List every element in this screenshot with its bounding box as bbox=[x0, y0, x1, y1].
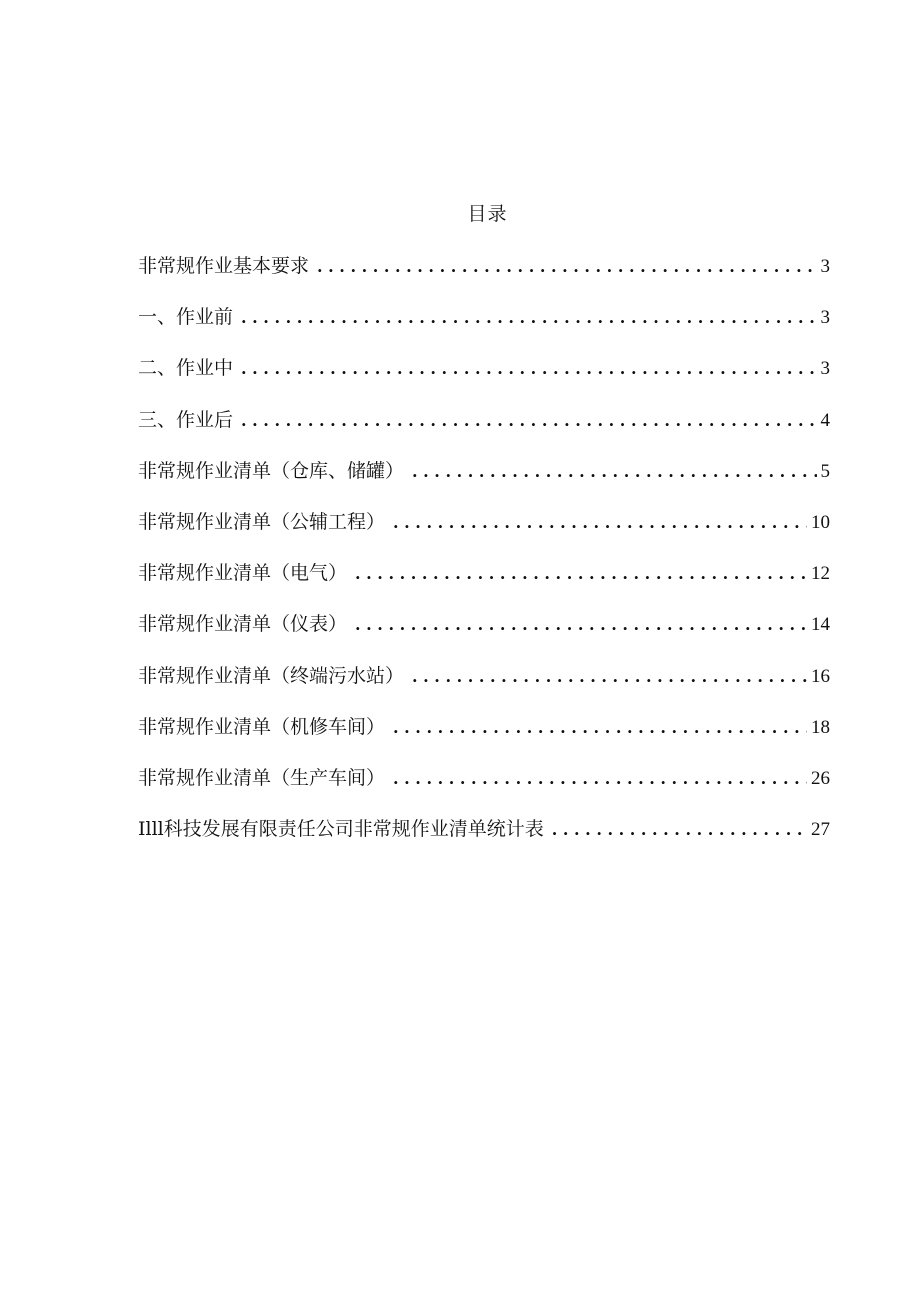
toc-dot-leader bbox=[355, 558, 807, 590]
toc-entry-label: 一、作业前 bbox=[138, 306, 234, 329]
toc-entry[interactable] bbox=[138, 762, 830, 813]
toc-entry-label: 非常规作业清单（机修车间） bbox=[138, 715, 386, 738]
toc-entry-label: 非常规作业清单（公辅工程） bbox=[138, 510, 386, 533]
toc-entry[interactable] bbox=[138, 711, 830, 762]
toc-dot-leader bbox=[241, 302, 816, 334]
toc-entry-page: 12 bbox=[811, 563, 830, 585]
toc-entry-page: 26 bbox=[811, 767, 830, 789]
toc-dot-leader bbox=[241, 405, 816, 437]
toc-entry-page: 16 bbox=[811, 665, 830, 687]
toc-entry-label: 非常规作业基本要求 bbox=[138, 255, 310, 277]
toc-dot-leader bbox=[317, 251, 816, 283]
toc-dot-leader bbox=[355, 609, 807, 641]
toc-entry[interactable] bbox=[138, 557, 830, 608]
toc-dot-leader bbox=[412, 456, 816, 488]
toc-entry-page: 3 bbox=[820, 256, 830, 277]
toc-entry-page: 18 bbox=[811, 716, 830, 738]
toc-entry-page: 5 bbox=[820, 460, 830, 482]
toc-entry-page: 4 bbox=[820, 409, 830, 431]
toc-entry[interactable] bbox=[138, 352, 830, 403]
toc-entry[interactable] bbox=[138, 404, 830, 455]
toc-dot-leader bbox=[412, 661, 807, 693]
toc-entry-page: 27 bbox=[811, 819, 830, 841]
toc-entry-label: 非常规作业清单（终端污水站） bbox=[138, 664, 405, 687]
toc-entry[interactable] bbox=[138, 455, 830, 506]
toc-entry[interactable] bbox=[138, 506, 830, 557]
toc-entry-label: Illl科技发展有限责任公司非常规作业清单统计表 bbox=[138, 818, 544, 841]
toc-entry-label: 二、作业中 bbox=[138, 357, 234, 380]
toc-dot-leader bbox=[393, 507, 807, 539]
toc-entry-page: 14 bbox=[811, 614, 830, 636]
toc-entry-label: 非常规作业清单（仪表） bbox=[138, 613, 348, 636]
toc-entry-label: 非常规作业清单（生产车间） bbox=[138, 766, 386, 789]
toc-entry-page: 10 bbox=[811, 511, 830, 533]
toc-dot-leader bbox=[552, 814, 807, 846]
toc-entry[interactable] bbox=[138, 660, 830, 711]
toc-entry-page: 3 bbox=[820, 358, 830, 380]
toc-entry-label: 非常规作业清单（仓库、储罐） bbox=[138, 459, 405, 482]
toc-list bbox=[138, 250, 830, 864]
toc-entry-label: 非常规作业清单（电气） bbox=[138, 562, 348, 585]
toc-entry[interactable] bbox=[138, 608, 830, 659]
toc-dot-leader bbox=[393, 712, 807, 744]
toc-entry[interactable] bbox=[138, 250, 830, 301]
toc-dot-leader bbox=[241, 353, 816, 385]
toc-dot-leader bbox=[393, 763, 807, 795]
toc-entry-label: 三、作业后 bbox=[138, 408, 234, 431]
toc-entry[interactable] bbox=[138, 301, 830, 352]
toc-entry[interactable] bbox=[138, 813, 830, 864]
toc-title: 目录 bbox=[467, 203, 508, 225]
toc-entry-page: 3 bbox=[820, 307, 830, 329]
